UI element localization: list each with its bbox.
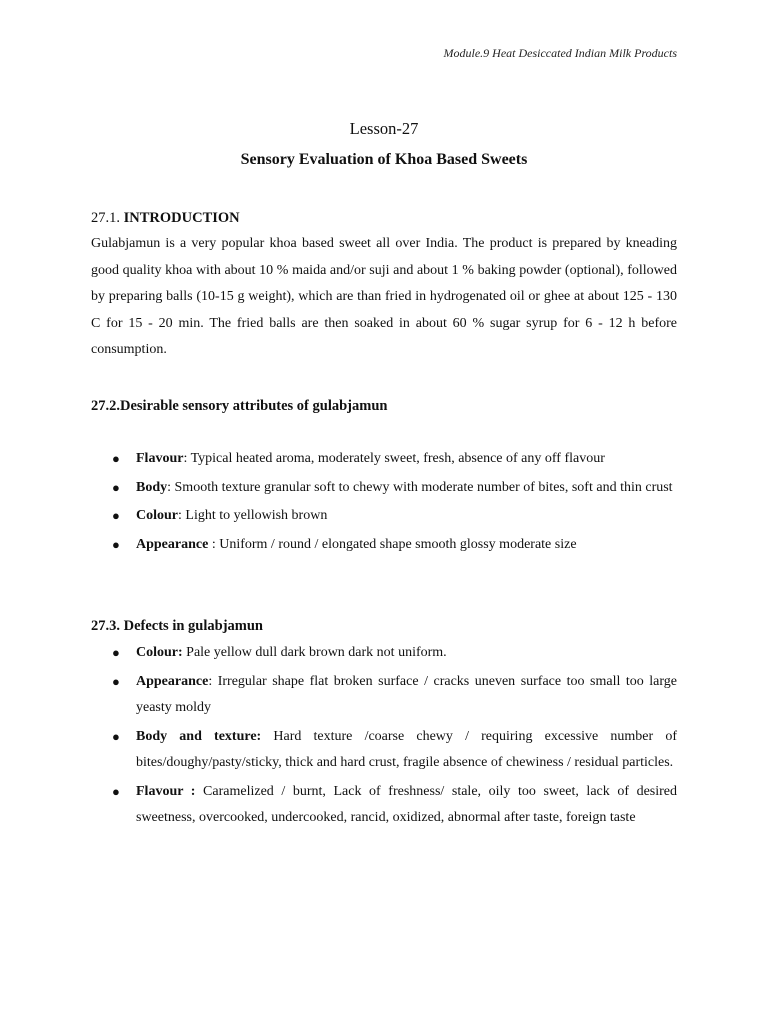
defects-title: 27.3. Defects in gulabjamun [91,618,263,634]
defect-term: Colour: [136,645,183,660]
bullet-icon: ● [112,508,120,523]
attribute-description: Typical heated aroma, moderately sweet, fresh, absence of any off flavour [190,451,605,466]
list-item [91,475,677,502]
list-item [91,640,677,667]
separator: : [178,508,186,523]
attribute-term: Body [136,479,168,495]
defect-term: Body and texture: [136,728,262,744]
attribute-term: Appearance [136,536,209,552]
defects-list [91,640,677,832]
defect-description: Caramelized / burnt, Lack of freshness/ stale, oily too sweet, lack of desired sweetness, overcooked, undercooked, rancid, oxidized, abnormal after taste, foreign taste [136,783,678,825]
attribute-description: Light to yellowish brown [185,508,328,523]
lesson-number: Lesson-27 [349,119,419,138]
introduction-section [91,208,677,364]
defect-term: Appearance [136,673,209,689]
introduction-heading [91,208,677,228]
introduction-paragraph: Gulabjamun is a very popular khoa based sweet all over India. The product is prepared by kneading good quality khoa with about 10 % maida and/or suji and about 1 % baking powder (optional), followed by preparing balls (10-15 g weight), which are than fried in hydrogenated oil or ghee at about 125 - 130 C for 15 - 20 min. The fried balls are then soaked in about 60 % sugar syrup for 6 - 12 h before consumption. [91,236,677,357]
desirable-attributes-section [91,396,677,416]
defect-description: Irregular shape flat broken surface / cracks uneven surface too small too large yeasty moldy [136,673,678,715]
separator: : [167,479,175,495]
attribute-description: Uniform / round / elongated shape smooth glossy moderate size [219,536,577,552]
list-item [91,446,677,473]
desirable-attributes-heading [91,396,677,416]
defect-description: Pale yellow dull dark brown dark not uniform. [186,645,447,660]
desirable-attributes-title: 27.2.Desirable sensory attributes of gulabjamun [91,398,388,414]
introduction-number: 27.1. [91,210,124,226]
separator: : [183,451,191,466]
bullet-icon: ● [112,645,120,660]
bullet-icon: ● [112,479,120,495]
desirable-attributes-list [91,446,677,558]
introduction-title: INTRODUCTION [123,210,240,226]
bullet-icon: ● [112,536,120,552]
bullet-icon: ● [112,673,120,689]
bullet-icon: ● [112,783,120,799]
attribute-term: Flavour [136,451,184,466]
list-item [91,724,677,777]
running-header: Module.9 Heat Desiccated Indian Milk Products [443,46,677,60]
bullet-icon: ● [112,728,120,744]
list-item [91,779,677,832]
attribute-term: Colour [136,508,178,523]
separator: : [208,536,220,552]
desirable-attributes-list-wrap [91,446,677,558]
defects-section [91,616,677,636]
defect-term: Flavour : [136,783,196,799]
defect-description: Hard texture /coarse chewy / requiring excessive number of bites/doughy/pasty/sticky, thick and hard crust, fragile absence of chewiness / residual particles. [136,728,678,770]
defects-list-wrap [91,640,677,832]
bullet-icon: ● [112,451,120,466]
lesson-title: Sensory Evaluation of Khoa Based Sweets [240,151,528,168]
attribute-description: Smooth texture granular soft to chewy with moderate number of bites, soft and thin crust [174,479,673,495]
list-item [91,669,677,722]
list-item [91,503,677,530]
list-item [91,532,677,559]
separator: : [208,673,218,689]
separator [261,729,273,744]
defects-heading [91,616,677,636]
separator [195,784,203,799]
